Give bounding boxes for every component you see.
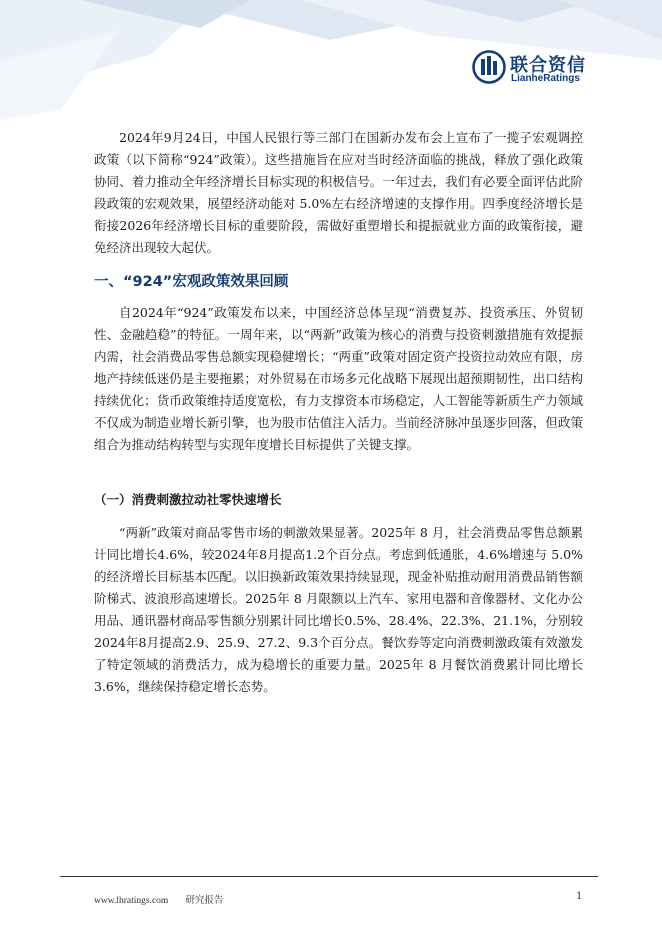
footer-website-link[interactable]: www.lhratings.com <box>94 896 169 906</box>
logo-chinese-text: 联合资信 <box>510 55 586 76</box>
brand-logo <box>472 48 602 88</box>
footer-info <box>94 892 223 906</box>
section-heading: 一、“924”宏观政策效果回顾 <box>94 274 289 290</box>
intro-paragraph: 2024年9月24日，中国人民银行等三部门在国新办发布会上宣布了一揽子宏观调控政策（以下简称“924”政策）。这些措施旨在应对当时经济面临的挑战，释放了强化政策协同、着力推动全年经济增长目标实现的积极信号。一年过去，我们有必要全面评估此阶段政策的宏观效果，展望经济动能对 5.0%左右经济增速的支撑作用。四季度经济增长是衔接2026年经济增长目标的重要阶段，需做好重塑增长和提振就业方面的政策衔接，避免经济出现较大起伏。 <box>94 130 583 255</box>
footer-report-label: 研究报告 <box>185 895 224 906</box>
section1-paragraph: 自2024年“924”政策发布以来，中国经济总体呈现“消费复苏、投资承压、外贸韧性、金融趋稳”的特征。一周年来，以“两新”政策为核心的消费与投资刺激措施有效提振内需，社会消费品零售总额实现稳健增长；“两重”政策对固定资产投资拉动效应有限，房地产持续低迷仍是主要拖累；对外贸易在市场多元化战略下展现出超预期韧性，出口结构持续优化；货币政策维持适度宽松，有力支撑资本市场稳定，人工智能等新质生产力领域不仅成为制造业增长新引擎，也为股市估值注入活力。当前经济脉冲虽逐步回落，但政策组合为推动结构转型与实现年度增长目标提供了关键支撑。 <box>94 305 583 452</box>
consumption-paragraph: “两新”政策对商品零售市场的刺激效果显著。2025年 8 月，社会消费品零售总额累计同比增长4.6%，较2024年8月提高1.2个百分点。考虑到低通胀，4.6%增速与 5.0%的经济增长目标基本匹配。以旧换新政策效果持续显现，现金补贴推动耐用消费品销售额阶梯式、波浪形高速增长。2025年 8 月限额以上汽车、家用电器和音像器材、文化办公用品、通讯器材商品零售额分别累计同比增长0.5%、28.4%、22.3%、21.1%，分别较2024年8月提高2.9、25.9、27.2、9.3个百分点。餐饮券等定向消费刺激政策有效激发了特定领域的消费活力，成为稳增长的重要力量。2025年 8 月餐饮消费累计同比增长3.6%，继续保持稳定增长态势。 <box>94 525 583 694</box>
subsection-heading: （一）消费刺激拉动社零快速增长 <box>94 492 282 507</box>
page-number: 1 <box>576 891 583 902</box>
lianhe-logo-icon <box>472 50 506 84</box>
logo-english-text: LianheRatings <box>511 73 580 84</box>
footer-divider <box>60 876 598 877</box>
